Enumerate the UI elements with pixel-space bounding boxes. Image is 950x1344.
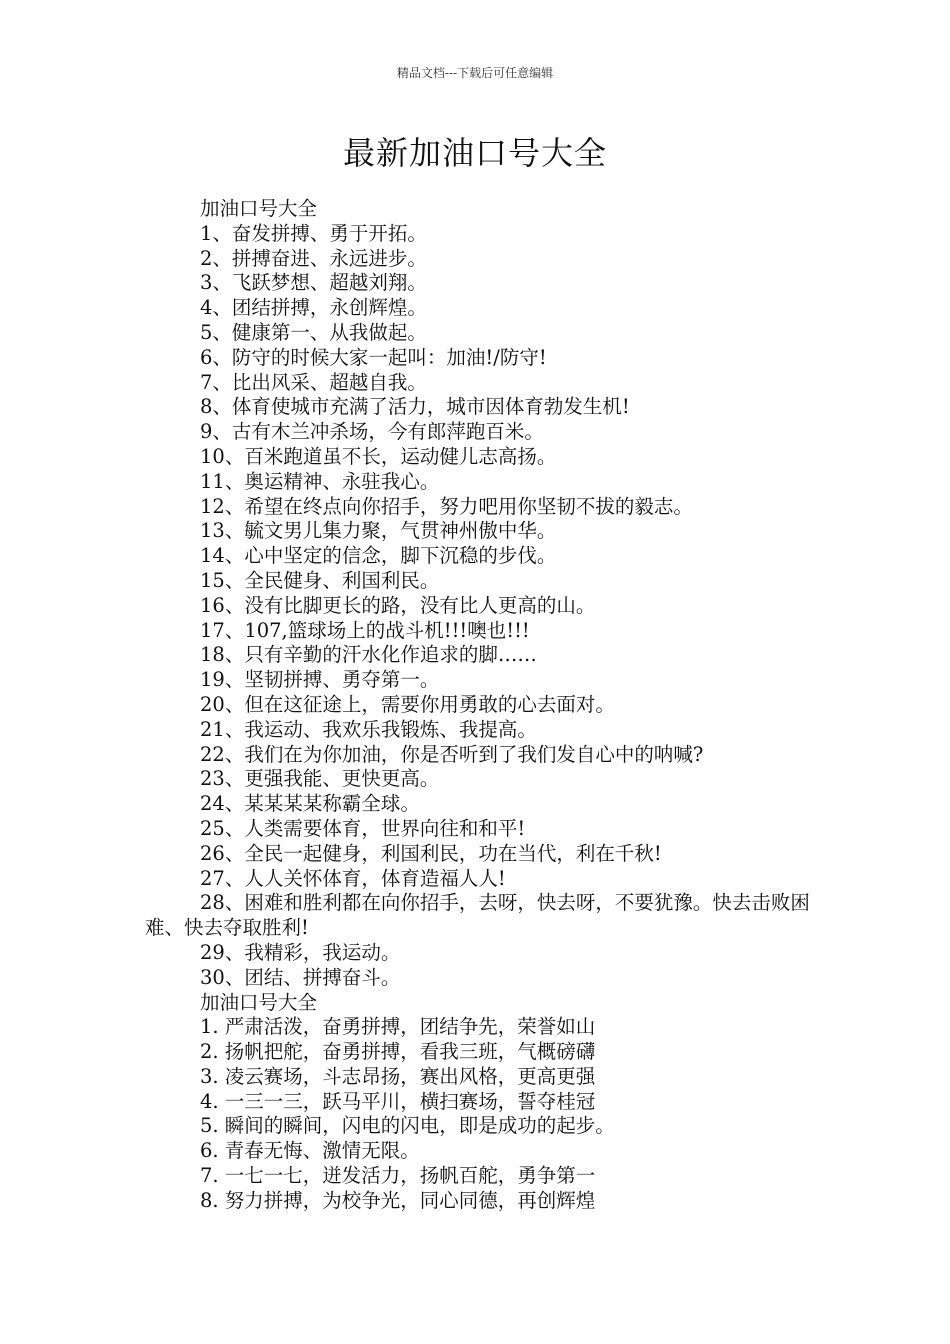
document-title: 最新加油口号大全 xyxy=(342,134,607,172)
slogan-line: 11、奥运精神、永驻我心。 xyxy=(200,469,440,493)
slogan-line: 22、我们在为你加油，你是否听到了我们发自心中的呐喊? xyxy=(200,742,704,766)
slogan-line: 28、困难和胜利都在向你招手，去呀，快去呀，不要犹豫。快去击败困难、快去夺取胜利! xyxy=(145,891,810,940)
slogan-line: 4、团结拼搏，永创辉煌。 xyxy=(200,296,427,320)
slogan-line: 30、团结、拼搏奋斗。 xyxy=(200,965,401,989)
slogan-line: 8、体育使城市充满了活力，城市因体育勃发生机! xyxy=(200,395,630,419)
slogan-line: 6、防守的时候大家一起叫：加油!/防守! xyxy=(200,345,547,369)
slogan-line: 21、我运动、我欢乐我锻炼、我提高。 xyxy=(200,717,537,741)
slogan-line: 7. 一七一七，迸发活力，扬帆百舵，勇争第一 xyxy=(200,1164,596,1188)
slogan-line: 25、人类需要体育，世界向往和和平! xyxy=(200,816,526,840)
section-heading: 加油口号大全 xyxy=(200,197,318,220)
slogan-line: 5. 瞬间的瞬间，闪电的闪电，即是成功的起步。 xyxy=(200,1114,615,1138)
slogan-line: 12、希望在终点向你招手，努力吧用你坚韧不拔的毅志。 xyxy=(200,494,693,518)
slogan-line: 9、古有木兰冲杀场，今有郎萍跑百米。 xyxy=(200,420,544,444)
slogan-line: 4. 一三一三，跃马平川，横扫赛场，誓夺桂冠 xyxy=(200,1089,596,1113)
slogan-line: 15、全民健身、利国利民。 xyxy=(200,568,440,592)
slogan-line: 5、健康第一、从我做起。 xyxy=(200,320,427,344)
slogan-line: 13、毓文男儿集力聚，气贯神州傲中华。 xyxy=(200,519,557,543)
slogan-line: 14、心中坚定的信念，脚下沉稳的步伐。 xyxy=(200,544,557,568)
slogan-line: 3. 凌云赛场，斗志昂扬，赛出风格，更高更强 xyxy=(200,1064,596,1088)
slogan-line: 18、只有辛勤的汗水化作追求的脚…… xyxy=(200,643,537,667)
slogan-line: 2、拼搏奋进、永远进步。 xyxy=(200,246,427,270)
slogan-line: 2. 扬帆把舵，奋勇拼搏，看我三班，气概磅礴 xyxy=(200,1040,596,1064)
slogan-line: 20、但在这征途上，需要你用勇敢的心去面对。 xyxy=(200,692,615,716)
slogan-line: 10、百米跑道虽不长，运动健儿志高扬。 xyxy=(200,444,557,468)
slogan-line: 19、坚韧拼搏、勇夺第一。 xyxy=(200,668,440,692)
slogan-line: 24、某某某某称霸全球。 xyxy=(200,792,420,816)
slogan-line: 29、我精彩，我运动。 xyxy=(200,940,401,964)
slogan-line: 17、107,篮球场上的战斗机!!!噢也!!! xyxy=(200,618,530,642)
slogan-line: 7、比出风采、超越自我。 xyxy=(200,370,427,394)
slogan-line: 27、人人关怀体育，体育造福人人! xyxy=(200,866,506,890)
slogan-line: 8. 努力拼搏，为校争光，同心同德，再创辉煌 xyxy=(200,1188,596,1212)
slogan-line: 1、奋发拼搏、勇于开拓。 xyxy=(200,221,427,245)
page-header: 精品文档---下载后可任意编辑 xyxy=(396,66,554,80)
slogan-line: 1. 严肃活泼，奋勇拼搏，团结争先，荣誉如山 xyxy=(200,1015,596,1039)
slogan-line: 26、全民一起健身，利国利民，功在当代，利在千秋! xyxy=(200,841,662,865)
slogan-line: 16、没有比脚更长的路，没有比人更高的山。 xyxy=(200,593,596,617)
slogan-line: 3、飞跃梦想、超越刘翔。 xyxy=(200,271,427,295)
slogan-line: 6. 青春无悔、激情无限。 xyxy=(200,1139,420,1163)
slogan-line: 23、更强我能、更快更高。 xyxy=(200,767,440,791)
section-heading: 加油口号大全 xyxy=(200,990,318,1014)
document-body xyxy=(145,197,810,1214)
